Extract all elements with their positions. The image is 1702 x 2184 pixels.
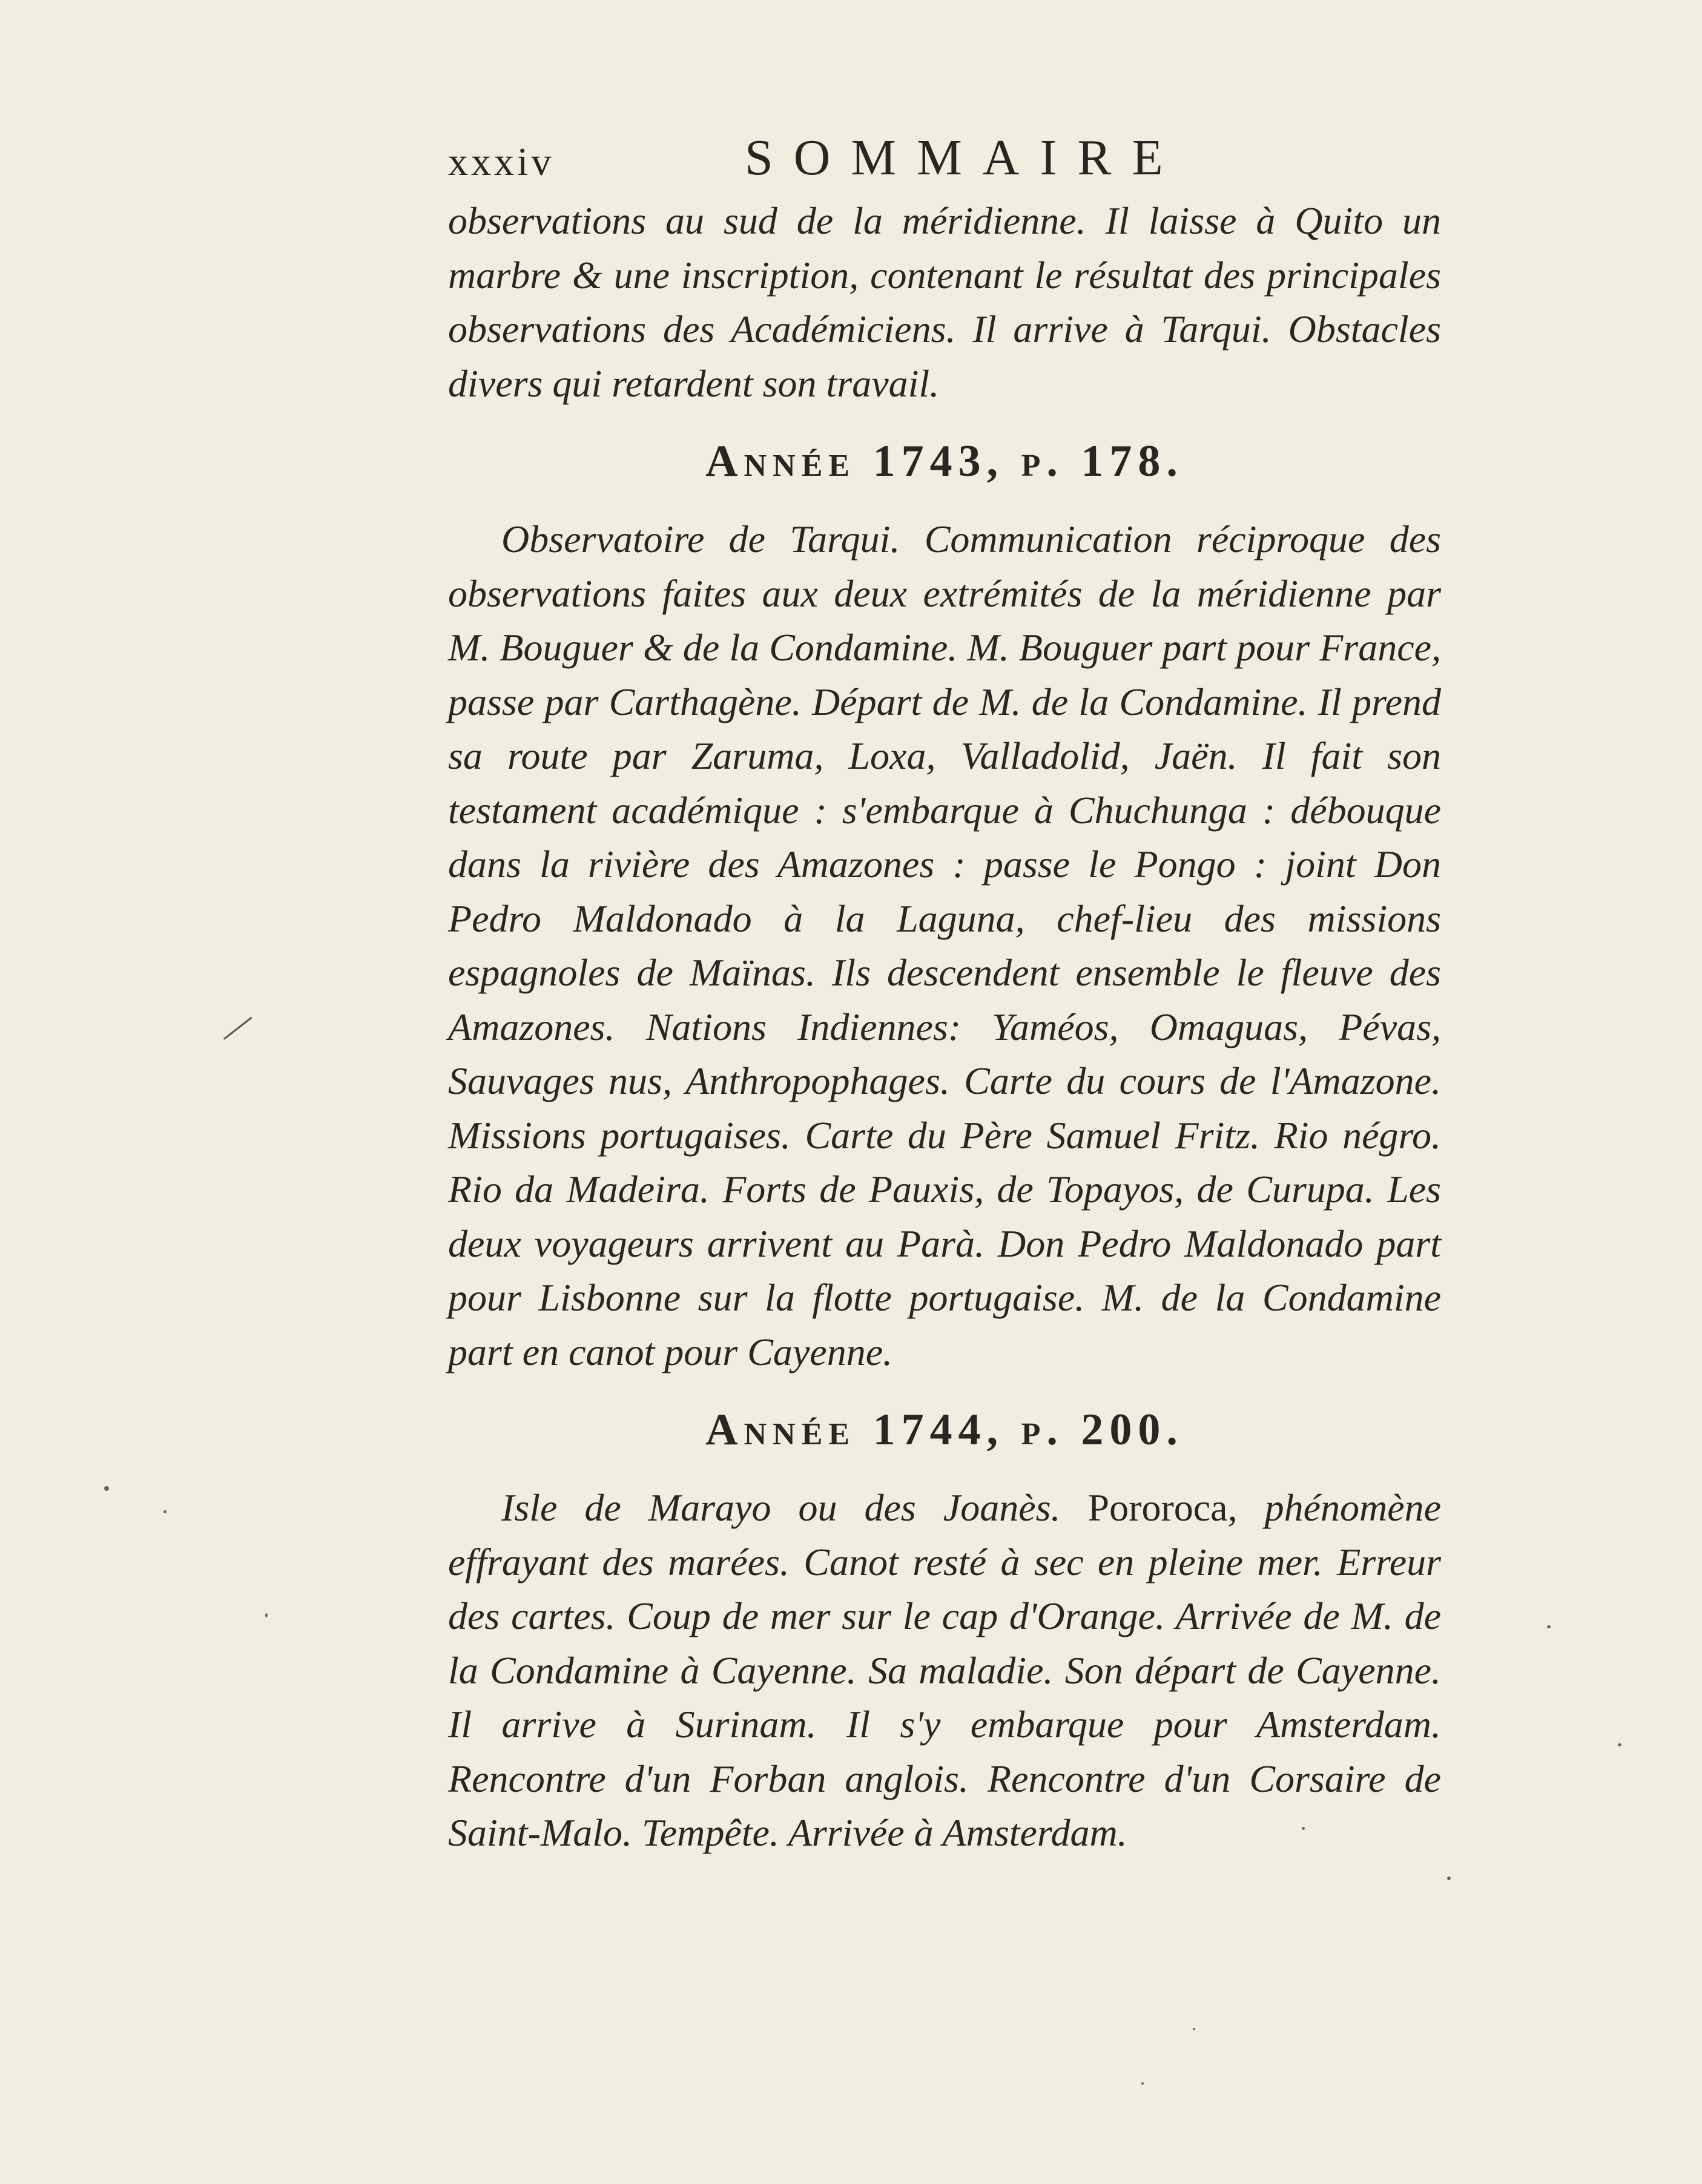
paragraph-1743: Observatoire de Tarqui. Communication réciproque des observations faites aux deux extrémités de la méridienne par M. Bouguer & de la Condamine. M. Bouguer part pour France, passe par Carthagène. Départ de M. de la Condamine. Il prend sa route par Zaruma, Loxa, Valladolid, Jaën. Il fait son testament académique : s'embarque à Chuchunga : débouque dans la rivière des Amazones : passe le Pongo : joint Don Pedro Maldonado à la Laguna, chef-lieu des missions espagnoles de Maïnas. Ils descendent ensemble le fleuve des Amazones. Nations Indiennes: Yaméos, Omaguas, Pévas, Sauvages nus, Anthropophages. Carte du cours de l'Amazone. Missions portugaises. Carte du Père Samuel Fritz. Rio négro. Rio da Madeira. Forts de Pauxis, de Topayos, de Curupa. Les deux voyageurs arrivent au Parà. Don Pedro Maldonado part pour Lisbonne sur la flotte portugaise. M. de la Condamine part en canot pour Cayenne. [448,518,1441,1373]
paragraph-continuation: observations au sud de la méridienne. Il laisse à Quito un marbre & une inscription, contenant le résultat des principales observations des Académiciens. Il arrive à Tarqui. Obstacles divers qui retardent son travail. [448,199,1441,405]
paper-speck [104,1486,109,1491]
paragraph-1744-roman-word: Pororoca [1087,1486,1228,1529]
page-number: xxxiv [448,140,555,184]
paragraph-1744 [448,1481,1441,1860]
paragraph-1744-rest: , phénomène effrayant des marées. Canot resté à sec en pleine mer. Erreur des cartes. Coup de mer sur le cap d'Orange. Arrivée de M. de la Condamine à Cayenne. Sa maladie. Son départ de Cayenne. Il arrive à Surinam. Il s'y embarque pour Amsterdam. Rencontre d'un Forban anglois. Rencontre d'un Corsaire de Saint-Malo. Tempête. Arrivée à Amsterdam. [448,1486,1442,1854]
paper-speck [1447,1876,1451,1880]
paragraph-1744-start: Isle de Marayo ou des Joanès. [501,1486,1061,1529]
paper-speck [163,1510,167,1513]
paper-speck [1302,1827,1305,1830]
margin-pen-mark [223,1017,252,1040]
running-head [448,121,1441,194]
paper-speck [1141,2082,1144,2085]
section-heading-1743: Année 1743, p. 178. [705,436,1184,486]
paper-speck [1618,1743,1621,1746]
section-heading-1744: Année 1744, p. 200. [705,1405,1184,1455]
page-content [448,121,1441,1860]
paper-speck [1547,1625,1551,1628]
running-title: SOMMAIRE [745,130,1184,186]
paper-speck [1193,2028,1195,2030]
paper-speck [265,1613,268,1617]
